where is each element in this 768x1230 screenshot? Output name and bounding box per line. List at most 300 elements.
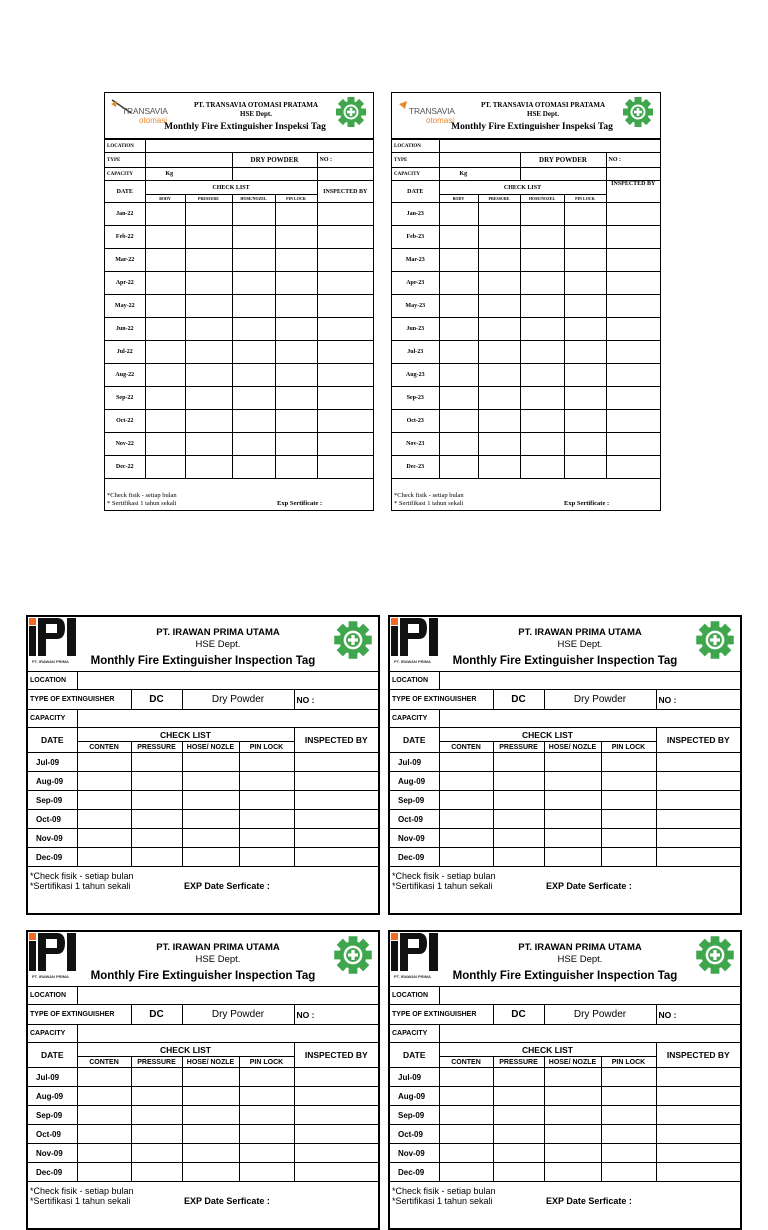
month-row bbox=[390, 791, 740, 810]
check-cell[interactable] bbox=[275, 203, 317, 226]
check-cell[interactable] bbox=[493, 829, 544, 848]
capacity-blank[interactable] bbox=[232, 168, 317, 181]
exp-date-certificate: EXP Date Serficate : bbox=[546, 1196, 632, 1206]
check-cell[interactable] bbox=[145, 318, 185, 341]
check-cell[interactable] bbox=[439, 848, 493, 867]
check-cell[interactable] bbox=[493, 848, 544, 867]
check-cell[interactable] bbox=[544, 1106, 601, 1125]
tag-title: Monthly Fire Extinguisher Inspeksi Tag bbox=[451, 122, 613, 132]
month-label: Dec-09 bbox=[28, 848, 77, 867]
col-pinlock: PIN LOCK bbox=[239, 1057, 294, 1068]
check-cell[interactable] bbox=[601, 810, 656, 829]
check-cell[interactable] bbox=[317, 387, 373, 410]
check-cell[interactable] bbox=[145, 456, 185, 479]
check-cell[interactable] bbox=[656, 829, 740, 848]
check-cell[interactable] bbox=[478, 364, 520, 387]
check-cell[interactable] bbox=[275, 364, 317, 387]
check-cell[interactable] bbox=[606, 410, 660, 433]
month-label: Nov-09 bbox=[390, 1144, 439, 1163]
check-cell[interactable] bbox=[145, 387, 185, 410]
check-cell[interactable] bbox=[131, 1106, 182, 1125]
check-cell[interactable] bbox=[493, 772, 544, 791]
check-cell[interactable] bbox=[185, 226, 232, 249]
month-row bbox=[28, 1068, 378, 1087]
note-check: *Check fisik - setiap bulan bbox=[30, 871, 134, 881]
month-label: Jul-09 bbox=[390, 753, 439, 772]
check-cell[interactable] bbox=[239, 1144, 294, 1163]
check-cell[interactable] bbox=[656, 1125, 740, 1144]
check-cell[interactable] bbox=[77, 1125, 131, 1144]
check-cell[interactable] bbox=[182, 791, 239, 810]
check-cell[interactable] bbox=[145, 364, 185, 387]
check-cell[interactable] bbox=[239, 1163, 294, 1182]
check-cell[interactable] bbox=[232, 410, 275, 433]
check-cell[interactable] bbox=[131, 1087, 182, 1106]
check-cell[interactable] bbox=[232, 203, 275, 226]
check-cell[interactable] bbox=[601, 791, 656, 810]
check-cell[interactable] bbox=[601, 1087, 656, 1106]
check-cell[interactable] bbox=[656, 1087, 740, 1106]
dept-name: HSE Dept. bbox=[527, 110, 559, 118]
check-cell[interactable] bbox=[493, 1087, 544, 1106]
check-cell[interactable] bbox=[601, 1163, 656, 1182]
col-pinlock: PIN LOCK bbox=[564, 195, 606, 203]
check-cell[interactable] bbox=[478, 295, 520, 318]
check-cell[interactable] bbox=[131, 791, 182, 810]
check-cell[interactable] bbox=[544, 810, 601, 829]
check-cell[interactable] bbox=[564, 249, 606, 272]
check-cell[interactable] bbox=[439, 1125, 493, 1144]
check-cell[interactable] bbox=[294, 772, 378, 791]
check-cell[interactable] bbox=[77, 829, 131, 848]
check-cell[interactable] bbox=[145, 341, 185, 364]
type-code: DC bbox=[131, 690, 182, 710]
check-cell[interactable] bbox=[317, 433, 373, 456]
check-cell[interactable] bbox=[439, 1068, 493, 1087]
month-row bbox=[392, 295, 660, 318]
check-cell[interactable] bbox=[182, 753, 239, 772]
check-cell[interactable] bbox=[601, 848, 656, 867]
check-cell[interactable] bbox=[131, 1144, 182, 1163]
check-cell[interactable] bbox=[317, 203, 373, 226]
check-cell[interactable] bbox=[317, 249, 373, 272]
check-cell[interactable] bbox=[439, 318, 478, 341]
check-cell[interactable] bbox=[145, 226, 185, 249]
check-cell[interactable] bbox=[317, 226, 373, 249]
check-cell[interactable] bbox=[182, 829, 239, 848]
date-header: DATE bbox=[392, 181, 439, 203]
check-cell[interactable] bbox=[439, 295, 478, 318]
check-cell[interactable] bbox=[232, 456, 275, 479]
check-cell[interactable] bbox=[606, 226, 660, 249]
capacity-unit: Kg bbox=[145, 168, 232, 181]
capacity-blank[interactable] bbox=[520, 168, 606, 181]
check-cell[interactable] bbox=[232, 433, 275, 456]
check-cell[interactable] bbox=[145, 272, 185, 295]
location-field[interactable] bbox=[77, 672, 378, 690]
check-cell[interactable] bbox=[439, 1106, 493, 1125]
check-cell[interactable] bbox=[656, 848, 740, 867]
check-cell[interactable] bbox=[182, 1144, 239, 1163]
check-cell[interactable] bbox=[182, 1087, 239, 1106]
check-cell[interactable] bbox=[564, 433, 606, 456]
check-cell[interactable] bbox=[564, 203, 606, 226]
check-cell[interactable] bbox=[131, 848, 182, 867]
check-cell[interactable] bbox=[239, 772, 294, 791]
check-cell[interactable] bbox=[656, 1144, 740, 1163]
check-cell[interactable] bbox=[232, 318, 275, 341]
check-cell[interactable] bbox=[544, 829, 601, 848]
check-cell[interactable] bbox=[131, 829, 182, 848]
col-hose: HOSE/NOZEL bbox=[232, 195, 275, 203]
check-cell[interactable] bbox=[185, 341, 232, 364]
check-cell[interactable] bbox=[131, 1163, 182, 1182]
check-cell[interactable] bbox=[493, 791, 544, 810]
check-cell[interactable] bbox=[478, 433, 520, 456]
check-cell[interactable] bbox=[520, 341, 564, 364]
check-cell[interactable] bbox=[439, 272, 478, 295]
check-cell[interactable] bbox=[131, 753, 182, 772]
type-label: TYPE OF EXTINGUISHER bbox=[390, 1005, 493, 1025]
check-cell[interactable] bbox=[294, 1087, 378, 1106]
check-cell[interactable] bbox=[544, 1163, 601, 1182]
tag-header bbox=[28, 617, 378, 671]
check-cell[interactable] bbox=[439, 364, 478, 387]
col-pressure: PRESSURE bbox=[493, 1057, 544, 1068]
check-cell[interactable] bbox=[544, 1087, 601, 1106]
check-cell[interactable] bbox=[478, 318, 520, 341]
check-cell[interactable] bbox=[656, 810, 740, 829]
tag-footer bbox=[392, 871, 738, 891]
check-cell[interactable] bbox=[656, 1068, 740, 1087]
check-cell[interactable] bbox=[601, 772, 656, 791]
company-name: PT. IRAWAN PRIMA UTAMA bbox=[156, 627, 280, 638]
no-label: NO : bbox=[294, 1005, 378, 1025]
check-cell[interactable] bbox=[564, 226, 606, 249]
check-cell[interactable] bbox=[439, 341, 478, 364]
check-cell[interactable] bbox=[275, 433, 317, 456]
month-row bbox=[105, 433, 373, 456]
check-cell[interactable] bbox=[77, 772, 131, 791]
capacity-field[interactable] bbox=[77, 1025, 378, 1043]
check-cell[interactable] bbox=[478, 203, 520, 226]
check-cell[interactable] bbox=[606, 203, 660, 226]
check-cell[interactable] bbox=[275, 272, 317, 295]
check-cell[interactable] bbox=[232, 226, 275, 249]
capacity-no[interactable] bbox=[606, 168, 660, 181]
capacity-field[interactable] bbox=[439, 1025, 740, 1043]
check-cell[interactable] bbox=[145, 203, 185, 226]
check-cell[interactable] bbox=[239, 1068, 294, 1087]
check-cell[interactable] bbox=[601, 1144, 656, 1163]
check-cell[interactable] bbox=[656, 1106, 740, 1125]
check-cell[interactable] bbox=[478, 249, 520, 272]
check-cell[interactable] bbox=[232, 387, 275, 410]
check-cell[interactable] bbox=[145, 295, 185, 318]
check-cell[interactable] bbox=[601, 753, 656, 772]
check-cell[interactable] bbox=[493, 1106, 544, 1125]
no-label: NO : bbox=[656, 1005, 740, 1025]
check-cell[interactable] bbox=[478, 410, 520, 433]
check-cell[interactable] bbox=[77, 1087, 131, 1106]
check-cell[interactable] bbox=[439, 387, 478, 410]
check-cell[interactable] bbox=[601, 1068, 656, 1087]
check-cell[interactable] bbox=[439, 249, 478, 272]
check-cell[interactable] bbox=[185, 387, 232, 410]
check-cell[interactable] bbox=[275, 226, 317, 249]
check-cell[interactable] bbox=[317, 318, 373, 341]
check-cell[interactable] bbox=[275, 318, 317, 341]
check-cell[interactable] bbox=[520, 272, 564, 295]
month-row bbox=[390, 1125, 740, 1144]
check-cell[interactable] bbox=[439, 810, 493, 829]
check-cell[interactable] bbox=[478, 387, 520, 410]
check-cell[interactable] bbox=[131, 810, 182, 829]
check-cell[interactable] bbox=[182, 772, 239, 791]
check-cell[interactable] bbox=[317, 341, 373, 364]
check-cell[interactable] bbox=[439, 410, 478, 433]
month-label: Aug-23 bbox=[392, 364, 439, 387]
check-cell[interactable] bbox=[182, 1106, 239, 1125]
check-cell[interactable] bbox=[520, 318, 564, 341]
check-cell[interactable] bbox=[656, 772, 740, 791]
location-field[interactable] bbox=[439, 672, 740, 690]
location-field[interactable] bbox=[77, 987, 378, 1005]
check-cell[interactable] bbox=[439, 753, 493, 772]
exp-date-certificate: EXP Date Serficate : bbox=[546, 881, 632, 891]
check-cell[interactable] bbox=[606, 364, 660, 387]
check-cell[interactable] bbox=[493, 1144, 544, 1163]
check-cell[interactable] bbox=[564, 341, 606, 364]
check-cell[interactable] bbox=[185, 203, 232, 226]
dept-name: HSE Dept. bbox=[557, 639, 603, 650]
check-cell[interactable] bbox=[239, 848, 294, 867]
check-cell[interactable] bbox=[239, 810, 294, 829]
check-cell[interactable] bbox=[606, 249, 660, 272]
check-cell[interactable] bbox=[294, 753, 378, 772]
check-cell[interactable] bbox=[564, 318, 606, 341]
check-cell[interactable] bbox=[601, 1106, 656, 1125]
check-cell[interactable] bbox=[439, 772, 493, 791]
check-cell[interactable] bbox=[77, 1163, 131, 1182]
check-cell[interactable] bbox=[185, 410, 232, 433]
check-cell[interactable] bbox=[544, 772, 601, 791]
check-cell[interactable] bbox=[601, 1125, 656, 1144]
check-cell[interactable] bbox=[294, 1068, 378, 1087]
type-blank[interactable] bbox=[439, 153, 520, 168]
check-cell[interactable] bbox=[239, 1106, 294, 1125]
check-cell[interactable] bbox=[606, 433, 660, 456]
check-cell[interactable] bbox=[520, 226, 564, 249]
check-cell[interactable] bbox=[564, 272, 606, 295]
company-name: PT. IRAWAN PRIMA UTAMA bbox=[156, 942, 280, 953]
check-cell[interactable] bbox=[544, 1068, 601, 1087]
check-cell[interactable] bbox=[294, 810, 378, 829]
check-cell[interactable] bbox=[232, 341, 275, 364]
check-cell[interactable] bbox=[478, 341, 520, 364]
check-cell[interactable] bbox=[232, 249, 275, 272]
check-cell[interactable] bbox=[294, 791, 378, 810]
check-cell[interactable] bbox=[493, 810, 544, 829]
check-cell[interactable] bbox=[232, 272, 275, 295]
checklist-header: CHECK LIST bbox=[439, 728, 656, 742]
month-row bbox=[28, 1144, 378, 1163]
check-cell[interactable] bbox=[131, 1068, 182, 1087]
check-cell[interactable] bbox=[185, 295, 232, 318]
check-cell[interactable] bbox=[606, 387, 660, 410]
month-row bbox=[105, 226, 373, 249]
check-cell[interactable] bbox=[145, 249, 185, 272]
check-cell[interactable] bbox=[182, 1125, 239, 1144]
location-field[interactable] bbox=[145, 140, 373, 153]
location-field[interactable] bbox=[439, 140, 660, 153]
check-cell[interactable] bbox=[544, 848, 601, 867]
check-cell[interactable] bbox=[317, 295, 373, 318]
check-cell[interactable] bbox=[493, 1068, 544, 1087]
check-cell[interactable] bbox=[182, 1068, 239, 1087]
check-cell[interactable] bbox=[520, 364, 564, 387]
check-cell[interactable] bbox=[520, 295, 564, 318]
company-name: PT. IRAWAN PRIMA UTAMA bbox=[518, 942, 642, 953]
check-cell[interactable] bbox=[606, 318, 660, 341]
check-cell[interactable] bbox=[601, 829, 656, 848]
check-cell[interactable] bbox=[77, 1068, 131, 1087]
location-field[interactable] bbox=[439, 987, 740, 1005]
check-cell[interactable] bbox=[185, 318, 232, 341]
check-cell[interactable] bbox=[317, 410, 373, 433]
check-cell[interactable] bbox=[564, 364, 606, 387]
check-cell[interactable] bbox=[520, 410, 564, 433]
check-cell[interactable] bbox=[520, 203, 564, 226]
check-cell[interactable] bbox=[656, 791, 740, 810]
check-cell[interactable] bbox=[275, 295, 317, 318]
check-cell[interactable] bbox=[317, 364, 373, 387]
check-cell[interactable] bbox=[439, 1144, 493, 1163]
check-cell[interactable] bbox=[294, 1144, 378, 1163]
check-cell[interactable] bbox=[131, 772, 182, 791]
check-cell[interactable] bbox=[439, 203, 478, 226]
check-cell[interactable] bbox=[294, 1125, 378, 1144]
check-cell[interactable] bbox=[185, 249, 232, 272]
check-cell[interactable] bbox=[439, 1163, 493, 1182]
check-cell[interactable] bbox=[239, 753, 294, 772]
check-cell[interactable] bbox=[478, 226, 520, 249]
tag-title: Monthly Fire Extinguisher Inspection Tag bbox=[90, 655, 316, 667]
check-cell[interactable] bbox=[564, 410, 606, 433]
check-cell[interactable] bbox=[294, 1106, 378, 1125]
check-cell[interactable] bbox=[439, 456, 478, 479]
check-cell[interactable] bbox=[294, 1163, 378, 1182]
exp-date-certificate: EXP Date Serficate : bbox=[184, 1196, 270, 1206]
check-cell[interactable] bbox=[564, 456, 606, 479]
check-cell[interactable] bbox=[544, 753, 601, 772]
check-cell[interactable] bbox=[544, 1144, 601, 1163]
check-cell[interactable] bbox=[239, 829, 294, 848]
check-cell[interactable] bbox=[77, 791, 131, 810]
check-cell[interactable] bbox=[185, 364, 232, 387]
check-cell[interactable] bbox=[182, 848, 239, 867]
check-cell[interactable] bbox=[606, 456, 660, 479]
check-cell[interactable] bbox=[77, 848, 131, 867]
check-cell[interactable] bbox=[544, 791, 601, 810]
check-cell[interactable] bbox=[656, 1163, 740, 1182]
check-cell[interactable] bbox=[317, 456, 373, 479]
col-pinlock: PIN LOCK bbox=[601, 742, 656, 753]
check-cell[interactable] bbox=[239, 1125, 294, 1144]
check-cell[interactable] bbox=[185, 272, 232, 295]
check-cell[interactable] bbox=[294, 848, 378, 867]
check-cell[interactable] bbox=[294, 829, 378, 848]
check-cell[interactable] bbox=[131, 1125, 182, 1144]
check-cell[interactable] bbox=[185, 433, 232, 456]
check-cell[interactable] bbox=[275, 341, 317, 364]
check-cell[interactable] bbox=[185, 456, 232, 479]
check-cell[interactable] bbox=[275, 249, 317, 272]
check-cell[interactable] bbox=[439, 791, 493, 810]
check-cell[interactable] bbox=[493, 1125, 544, 1144]
check-cell[interactable] bbox=[439, 1087, 493, 1106]
check-cell[interactable] bbox=[439, 829, 493, 848]
check-cell[interactable] bbox=[520, 387, 564, 410]
check-cell[interactable] bbox=[564, 387, 606, 410]
check-cell[interactable] bbox=[182, 810, 239, 829]
capacity-unit: Kg bbox=[439, 168, 520, 181]
check-cell[interactable] bbox=[544, 1125, 601, 1144]
check-cell[interactable] bbox=[317, 272, 373, 295]
check-cell[interactable] bbox=[520, 249, 564, 272]
month-row bbox=[28, 1087, 378, 1106]
inspection-tag-2023 bbox=[391, 92, 661, 511]
check-cell[interactable] bbox=[232, 295, 275, 318]
check-cell[interactable] bbox=[275, 410, 317, 433]
check-cell[interactable] bbox=[520, 456, 564, 479]
check-cell[interactable] bbox=[439, 226, 478, 249]
check-cell[interactable] bbox=[145, 433, 185, 456]
check-cell[interactable] bbox=[439, 433, 478, 456]
tag-table bbox=[390, 671, 740, 867]
check-cell[interactable] bbox=[520, 433, 564, 456]
check-cell[interactable] bbox=[77, 1106, 131, 1125]
check-cell[interactable] bbox=[77, 810, 131, 829]
check-cell[interactable] bbox=[239, 1087, 294, 1106]
check-cell[interactable] bbox=[493, 1163, 544, 1182]
check-cell[interactable] bbox=[606, 295, 660, 318]
check-cell[interactable] bbox=[77, 1144, 131, 1163]
check-cell[interactable] bbox=[182, 1163, 239, 1182]
check-cell[interactable] bbox=[77, 753, 131, 772]
check-cell[interactable] bbox=[275, 387, 317, 410]
check-cell[interactable] bbox=[606, 272, 660, 295]
check-cell[interactable] bbox=[145, 410, 185, 433]
type-blank[interactable] bbox=[145, 153, 232, 168]
type-label: TYPE OF EXTINGUISHER bbox=[28, 1005, 131, 1025]
capacity-field[interactable] bbox=[439, 710, 740, 728]
month-row bbox=[392, 456, 660, 479]
check-cell[interactable] bbox=[656, 753, 740, 772]
check-cell[interactable] bbox=[232, 364, 275, 387]
safety-gear-icon bbox=[335, 96, 367, 128]
check-cell[interactable] bbox=[478, 456, 520, 479]
capacity-field[interactable] bbox=[77, 710, 378, 728]
check-cell[interactable] bbox=[493, 753, 544, 772]
capacity-no[interactable] bbox=[317, 168, 373, 181]
check-cell[interactable] bbox=[606, 341, 660, 364]
check-cell[interactable] bbox=[275, 456, 317, 479]
check-cell[interactable] bbox=[564, 295, 606, 318]
check-cell[interactable] bbox=[239, 791, 294, 810]
check-cell[interactable] bbox=[478, 272, 520, 295]
location-label: LOCATION bbox=[105, 140, 145, 153]
